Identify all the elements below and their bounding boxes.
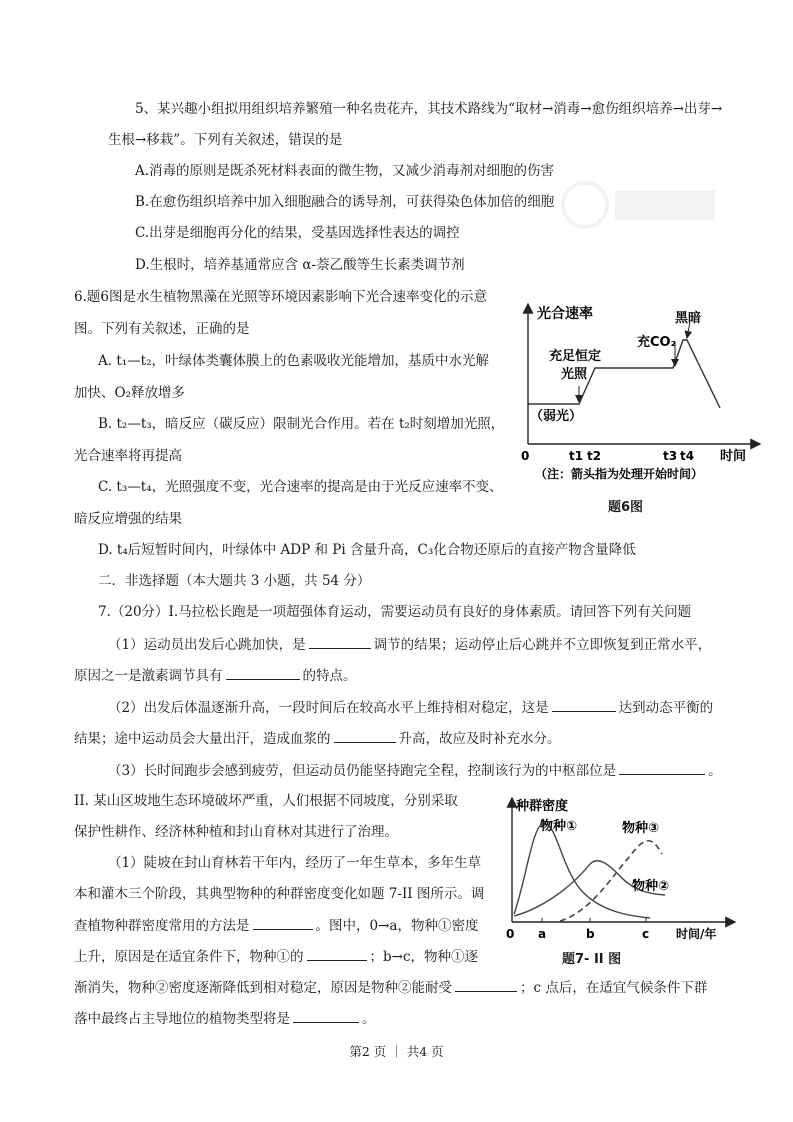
q6-option-c-line2: 暗反应增强的结果 bbox=[74, 511, 182, 527]
q7-II-p1-line1: （1）陡坡在封山育林若干年内，经历了一年生草本，多年生草 bbox=[108, 855, 482, 871]
q7-p3-text-b: 。 bbox=[708, 763, 722, 779]
fig7-sp2-label: 物种② bbox=[632, 879, 670, 894]
q7-II-blank-2[interactable] bbox=[307, 946, 367, 961]
q7-p2-text-c: 结果；途中运动员会大量出汗，造成血浆的 bbox=[74, 731, 331, 747]
q5-option-d: D.生根时，培养基通常应含 α-萘乙酸等生长素类调节剂 bbox=[135, 257, 465, 273]
q7-p1-text-b: 调节的结果；运动停止后心跳并不立即恢复到正常水平， bbox=[373, 637, 712, 653]
q7-part2-line2 bbox=[74, 728, 561, 749]
q7-part1-line1 bbox=[108, 634, 711, 655]
q7-p2-text-d: 升高，故应及时补充水分。 bbox=[398, 731, 561, 747]
q7-p1-blank-1[interactable] bbox=[309, 634, 371, 649]
q7-II-text-6a: 落中最终占主导地位的植物类型将是 bbox=[74, 1011, 290, 1027]
q7-II-line2: 保护性耕作、经济林种植和封山育林对其进行了治理。 bbox=[74, 824, 398, 840]
q7-II-text-6b: 。 bbox=[362, 1011, 376, 1027]
q7-part1-line2 bbox=[74, 665, 357, 686]
fig7-xlabel: 时间/年 bbox=[676, 927, 717, 941]
q7-II-text-4a: 上升，原因是在适宜条件下，物种①的 bbox=[74, 949, 304, 965]
q7-p1-text-a: （1）运动员出发后心跳加快，是 bbox=[108, 637, 306, 653]
q7-II-text-3a: 查植物种群密度常用的方法是 bbox=[74, 918, 250, 934]
q7-II-text-4b: ；b→c，物种①逐 bbox=[369, 949, 479, 965]
q7-p2-blank-1[interactable] bbox=[552, 697, 616, 712]
q7-II-blank-4[interactable] bbox=[293, 1008, 359, 1023]
q5-option-a: A.消毒的原则是既杀死材料表面的微生物，又减少消毒剂对细胞的伤害 bbox=[135, 163, 555, 179]
fig7-tick-b: b bbox=[586, 927, 595, 941]
fig6-tick-t2: t2 bbox=[587, 449, 602, 463]
q6-stem-line2: 图。下列有关叙述，正确的是 bbox=[74, 321, 250, 337]
fig7-ylabel: 种群密度 bbox=[516, 799, 569, 814]
q7-II-p1-line5 bbox=[74, 977, 707, 998]
q7-p3-blank[interactable] bbox=[619, 760, 705, 775]
q6-option-a-line1: A. t₁—t₂，叶绿体类囊体膜上的色素吸收光能增加，基质中水光解 bbox=[98, 353, 490, 369]
q7-II-line1: II. 某山区坡地生态环境破坏严重，人们根据不同坡度，分别采取 bbox=[74, 793, 458, 809]
q7-II-p1-line6 bbox=[74, 1008, 376, 1029]
page-footer: 第2 页 ｜ 共4 页 bbox=[349, 1044, 444, 1059]
q6-option-b-line2: 光合速率将再提高 bbox=[74, 448, 182, 464]
q6-option-b-line1: B. t₂—t₃，暗反应（碳反应）限制光合作用。若在 t₂时刻增加光照， bbox=[98, 416, 505, 432]
fig6-weak-label: （弱光） bbox=[530, 409, 583, 424]
q7-intro: 7.（20分）I.马拉松长跑是一项超强体育运动，需要运动员有良好的身体素质。请回答下列有关问题 bbox=[98, 604, 692, 620]
fig6-caption: 题6图 bbox=[608, 500, 644, 515]
q6-option-a-line2: 加快、O₂释放增多 bbox=[74, 385, 185, 401]
fig7-sp1-label: 物种① bbox=[540, 819, 578, 834]
watermark-logo bbox=[555, 135, 725, 255]
q5-stem-line2: 生根→移栽”。下列有关叙述，错误的是 bbox=[108, 132, 343, 148]
fig6-note: （注：箭头指为处理开始时间） bbox=[535, 467, 704, 481]
q6-option-c-line1: C. t₃—t₄，光照强度不变，光合速率的提高是由于光反应速率不变、 bbox=[98, 479, 503, 495]
figure-7-II bbox=[500, 794, 740, 948]
fig6-tick-t3: t3 bbox=[663, 449, 678, 463]
fig7-tick-c: c bbox=[642, 927, 650, 941]
q7-II-p1-line4 bbox=[74, 946, 478, 967]
fig6-light-label-1: 充足恒定 bbox=[549, 349, 602, 364]
q7-part3 bbox=[108, 760, 722, 781]
fig6-light-label-2: 光照 bbox=[561, 367, 588, 382]
q7-p3-text-a: （3）长时间跑步会感到疲劳，但运动员仍能坚持跑完全程，控制该行为的中枢部位是 bbox=[108, 763, 617, 779]
q7-p2-text-b: 达到动态平衡的 bbox=[618, 700, 714, 716]
q7-p1-blank-2[interactable] bbox=[226, 665, 300, 680]
figure-6 bbox=[515, 298, 765, 522]
q7-p2-text-a: （2）出发后体温逐渐升高，一段时间后在较高水平上维持相对稳定，这是 bbox=[108, 700, 549, 716]
q7-p2-blank-2[interactable] bbox=[334, 728, 396, 743]
q7-II-p1-line3 bbox=[74, 915, 478, 936]
q7-II-text-3b: 。图中，0→a，物种①密度 bbox=[315, 918, 479, 934]
q7-II-blank-1[interactable] bbox=[253, 915, 313, 930]
q7-II-text-5b: ；c 点后，在适宜气候条件下群 bbox=[520, 980, 708, 996]
q7-II-blank-3[interactable] bbox=[455, 977, 517, 992]
fig6-tick-t4: t4 bbox=[680, 449, 695, 463]
q7-part2-line1 bbox=[108, 697, 713, 718]
fig6-xlabel: 时间 bbox=[720, 449, 747, 464]
q5-option-c: C.出芽是细胞再分化的结果，受基因选择性表达的调控 bbox=[135, 225, 460, 241]
q7-p1-text-c: 原因之一是激素调节具有 bbox=[74, 668, 223, 684]
fig7-tick-a: a bbox=[538, 927, 547, 941]
fig6-origin: 0 bbox=[521, 449, 530, 463]
fig6-tick-t1: t1 bbox=[569, 449, 584, 463]
fig6-co2-label: 充CO₂ bbox=[637, 335, 677, 350]
q7-p1-text-d: 的特点。 bbox=[302, 668, 357, 684]
q6-stem-line1: 6.题6图是水生植物黑藻在光照等环境因素影响下光合速率变化的示意 bbox=[74, 289, 487, 305]
fig7-species1-curve bbox=[514, 824, 650, 918]
q5-stem-line1: 5、某兴趣小组拟用组织培养繁殖一种名贵花卉，其技术路线为“取材→消毒→愈伤组织培养→出芽→ bbox=[135, 101, 723, 117]
q6-option-d: D. t₄后短暂时间内，叶绿体中 ADP 和 Pi 含量升高，C₃化合物还原后的直接产物含量降低 bbox=[98, 542, 636, 558]
fig6-ylabel: 光合速率 bbox=[537, 306, 593, 322]
fig7-origin: 0 bbox=[506, 927, 515, 941]
fig6-dark-label: 黑暗 bbox=[675, 311, 702, 326]
q5-option-b: B.在愈伤组织培养中加入细胞融合的诱导剂，可获得染色体加倍的细胞 bbox=[135, 194, 555, 210]
fig7-sp3-label: 物种③ bbox=[622, 821, 660, 836]
section-2-heading: 二．非选择题（本大题共 3 小题，共 54 分） bbox=[98, 573, 371, 589]
fig7-caption: 题7- II 图 bbox=[562, 952, 622, 967]
q7-II-text-5a: 渐消失，物种②密度逐渐降低到相对稳定，原因是物种②能耐受 bbox=[74, 980, 452, 996]
q7-II-p1-line2: 本和灌木三个阶段，其典型物种的种群密度变化如题 7-II 图所示。调 bbox=[74, 886, 485, 902]
